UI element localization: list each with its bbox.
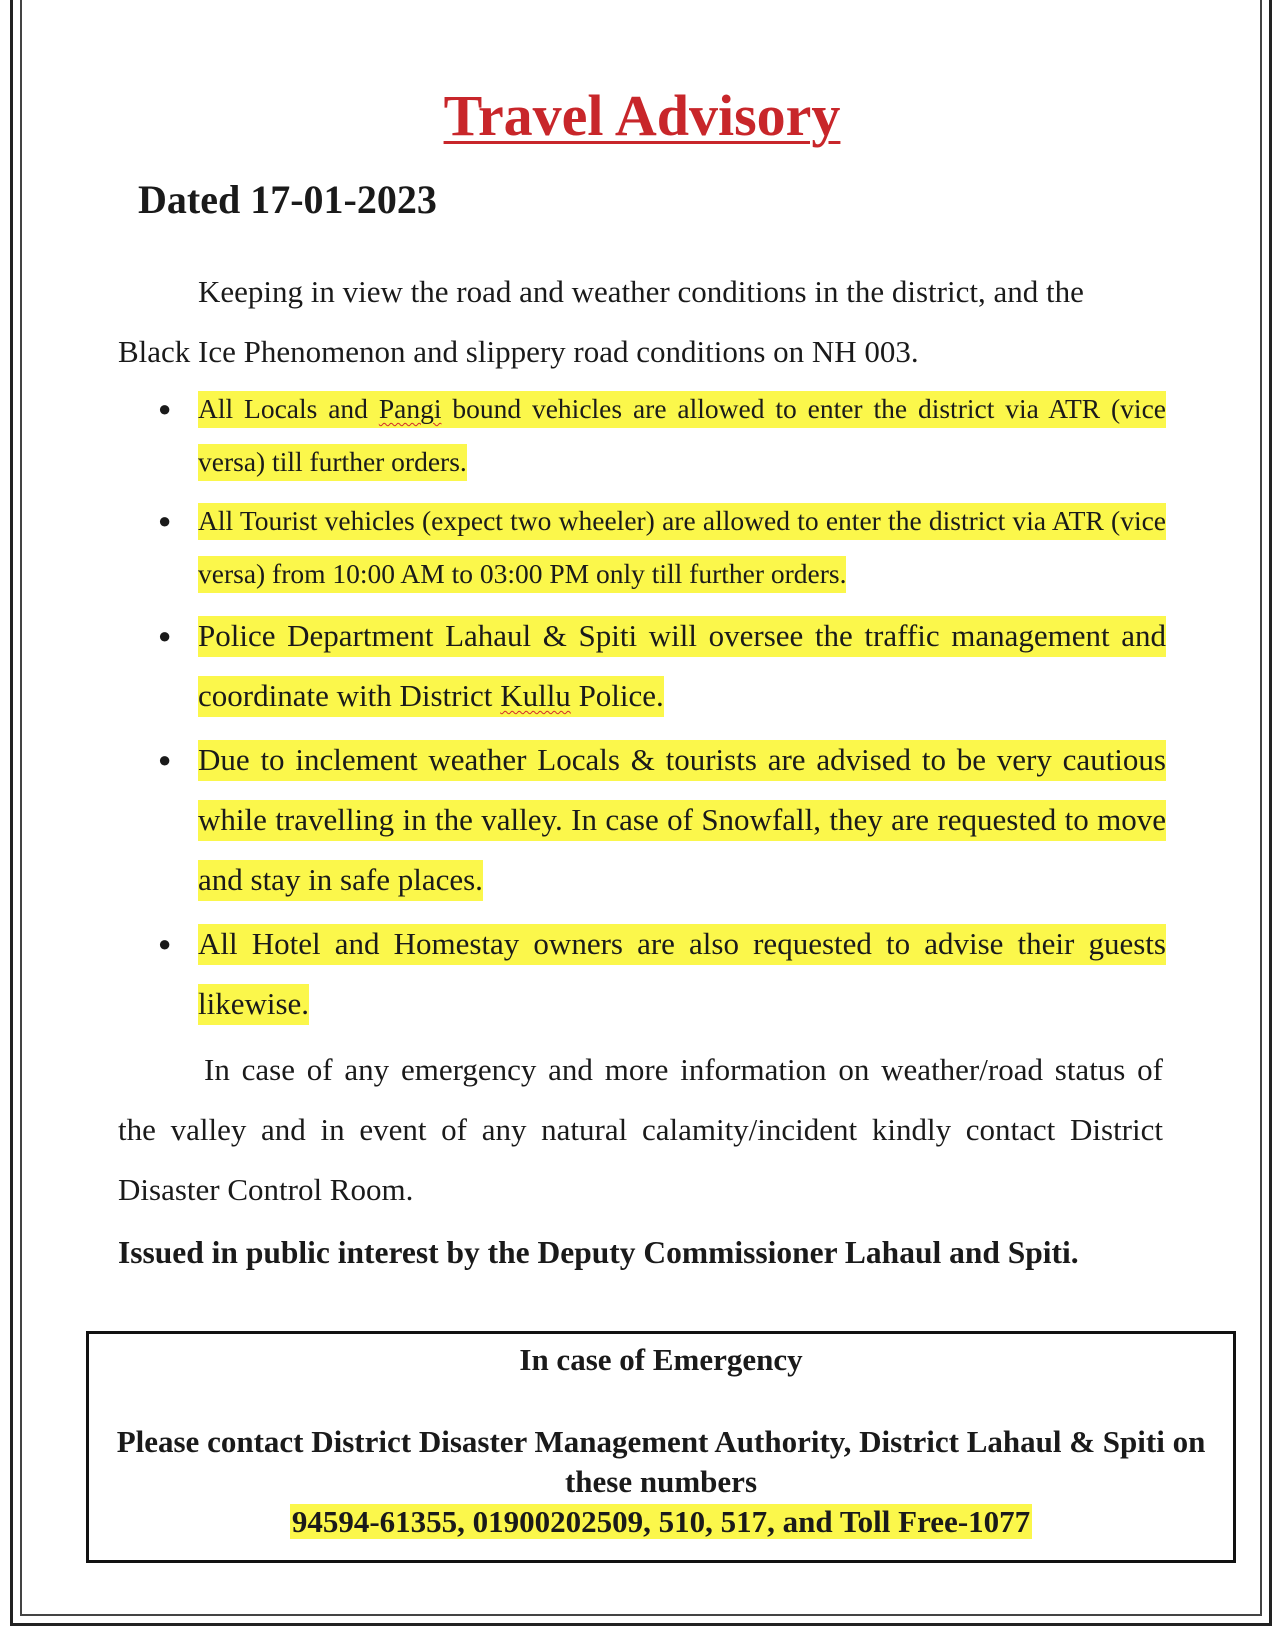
advisory-title: Travel Advisory	[443, 83, 841, 148]
bullet-icon: ●	[158, 931, 172, 956]
list-item	[154, 606, 1166, 726]
bullet-text: Due to inclement weather Locals & tourists are advised to be very cautious while travelling in the valley. In case of Snowfall, they are requested to move and stay in safe places.	[198, 740, 1166, 901]
bullet-text: All Hotel and Homestay owners are also requested to advise their guests likewise.	[198, 924, 1166, 1025]
bullet-icon: ●	[158, 396, 172, 421]
list-item	[154, 730, 1166, 910]
bullet-text-end: Police.	[570, 678, 664, 713]
list-item	[154, 494, 1166, 600]
advisory-bullet-list	[154, 382, 1166, 1038]
emergency-phone-numbers	[89, 1502, 1233, 1542]
emergency-box-heading: In case of Emergency	[519, 1342, 803, 1377]
issued-by-statement: Issued in public interest by the Deputy Commissioner Lahaul and Spiti.	[118, 1235, 1079, 1270]
emergency-box-instructions: Please contact District Disaster Management Authority, District Lahaul & Spiti on these numbers	[116, 1424, 1206, 1499]
list-item	[154, 914, 1166, 1034]
bullet-icon: ●	[158, 508, 172, 533]
bullet-text-end: bound vehicles are allowed to enter the district via ATR (vice versa) till further orders.	[198, 393, 1166, 477]
bullet-text-start: All Locals and	[198, 393, 379, 424]
spellcheck-marked-word: Pangi	[378, 393, 442, 424]
bullet-text: All Tourist vehicles (expect two wheeler) are allowed to enter the district via ATR (vice versa) from 10:00 AM to 03:00 PM only till further orders.	[198, 503, 1166, 593]
bullet-text-start: Police Department Lahaul & Spiti will oversee the traffic management and coordinate with District	[198, 618, 1166, 713]
phone-numbers-text: 94594-61355, 01900202509, 510, 517, and Toll Free-1077	[291, 1504, 1031, 1539]
bullet-icon: ●	[158, 747, 172, 772]
spellcheck-marked-word: Kullu	[500, 678, 571, 713]
bullet-icon: ●	[158, 623, 172, 648]
emergency-contact-box	[86, 1331, 1236, 1563]
advisory-date: Dated 17-01-2023	[138, 177, 437, 222]
intro-paragraph: Keeping in view the road and weather conditions in the district, and the Black Ice Phenomenon and slippery road conditions on NH 003.	[118, 274, 1084, 369]
list-item	[154, 382, 1166, 488]
emergency-paragraph: In case of any emergency and more information on weather/road status of the valley and in event of any natural calamity/incident kindly contact District Disaster Control Room.	[118, 1052, 1163, 1207]
